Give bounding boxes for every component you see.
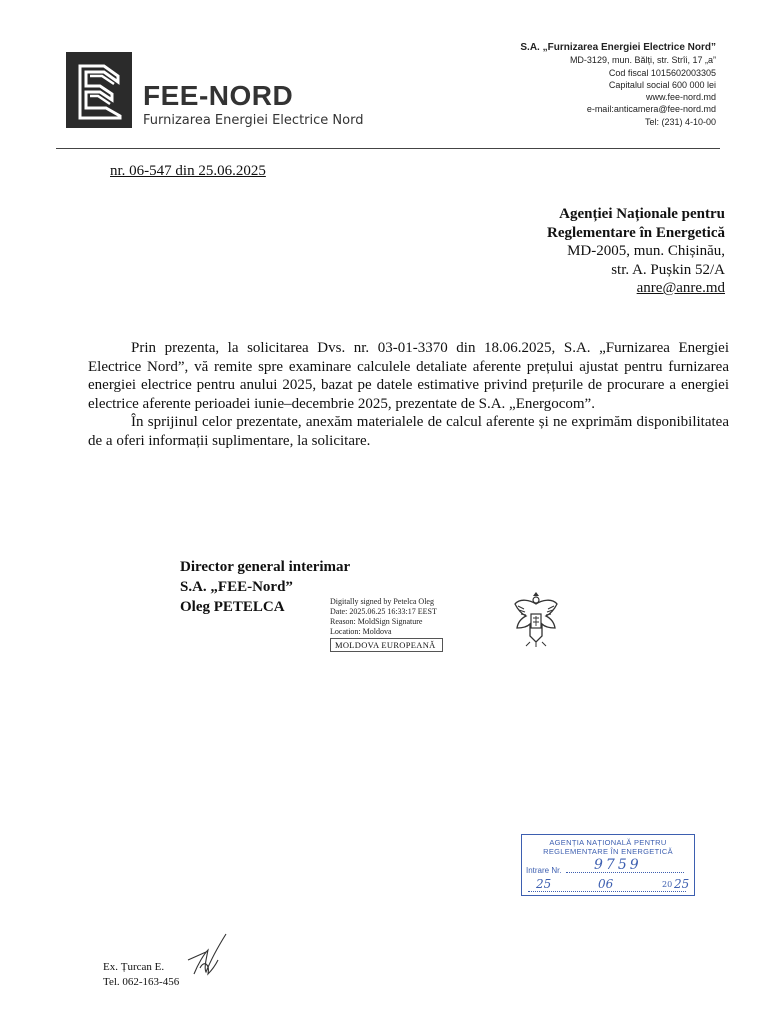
stamp-date-line bbox=[528, 891, 686, 892]
body-paragraph-1: Prin prezenta, la solicitarea Dvs. nr. 03-01-3370 din 18.06.2025, S.A. „Furnizarea Energiei Electrice Nord”, vă remite spre examinare calculele detaliate aferente prețului ajustat pentru furnizarea energiei electrice pentru anului 2025, bazat pe datele estimative privind prețurile de procurare a energiei electrice aferente perioadei iunie–decembrie 2025, prezentate de S.A. „Energocom”. bbox=[88, 340, 729, 412]
signatory-company: S.A. „FEE-Nord” bbox=[180, 579, 293, 595]
signatory-title: Director general interimar bbox=[180, 559, 351, 575]
phone-number: Tel: (231) 4-10-00 bbox=[644, 116, 716, 127]
letterhead-contact bbox=[520, 42, 716, 128]
signatory-block bbox=[180, 557, 350, 617]
letter-body bbox=[88, 339, 729, 450]
executor-phone: Tel. 062-163-456 bbox=[103, 976, 180, 988]
recipient-address-1: MD-2005, mun. Chișinău, bbox=[567, 243, 725, 259]
stamp-month: 06 bbox=[598, 877, 614, 891]
recipient-block bbox=[547, 205, 725, 298]
email-link[interactable]: e-mail:anticamera@fee-nord.md bbox=[586, 104, 716, 115]
dsig-reason: Reason: MoldSign Signature bbox=[330, 617, 423, 626]
stamp-year-suffix: 25 bbox=[674, 877, 690, 891]
body-paragraph-2: În sprijinul celor prezentate, anexăm materialele de calcul aferente și ne exprimăm disponibilitatea de a oferi informații suplimentare, la solicitare. bbox=[88, 414, 729, 449]
logo-name: FEE-NORD bbox=[143, 80, 294, 111]
signatory-name: Oleg PETELCA bbox=[180, 599, 285, 615]
stamp-line-2: REGLEMENTARE ÎN ENERGETICĂ bbox=[543, 847, 673, 856]
company-logo-mark bbox=[66, 52, 132, 128]
registry-stamp bbox=[521, 834, 695, 896]
dsig-signed-by: Digitally signed by Petelca Oleg bbox=[330, 597, 434, 606]
stamp-year-prefix: 20 bbox=[662, 880, 673, 889]
executor-name: Ex. Țurcan E. bbox=[103, 961, 165, 973]
recipient-address-2: str. A. Pușkin 52/A bbox=[611, 261, 725, 278]
stamp-day: 25 bbox=[536, 877, 552, 891]
stamp-entry-number: 9759 bbox=[594, 857, 642, 873]
recipient-line-2: Reglementare în Energetică bbox=[546, 224, 725, 241]
document-reference: nr. 06-547 din 25.06.2025 bbox=[110, 163, 266, 179]
coat-of-arms-icon bbox=[512, 588, 560, 650]
recipient-line-1: Agenției Naționale pentru bbox=[559, 206, 725, 222]
stamp-entry-label: Intrare Nr. bbox=[526, 866, 562, 875]
digital-signature-info bbox=[330, 597, 437, 637]
stamp-line-1: AGENȚIA NAȚIONALĂ PENTRU bbox=[549, 838, 667, 847]
executor-block bbox=[103, 960, 179, 990]
company-address: MD-3129, mun. Bălți, str. Strîi, 17 „a” bbox=[569, 55, 716, 66]
fiscal-code: Cod fiscal 1015602003305 bbox=[608, 67, 716, 78]
header-divider bbox=[56, 148, 720, 149]
share-capital: Capitalul social 600 000 lei bbox=[608, 79, 716, 90]
lightning-logo-icon bbox=[66, 52, 132, 128]
dsig-date: Date: 2025.06.25 16:33:17 EEST bbox=[330, 607, 437, 616]
dsig-badge: MOLDOVA EUROPEANĂ bbox=[330, 638, 443, 652]
handwritten-signature-icon bbox=[186, 930, 232, 982]
stamp-header bbox=[522, 838, 694, 856]
logo-tagline: Furnizarea Energiei Electrice Nord bbox=[143, 113, 364, 128]
website-link[interactable]: www.fee-nord.md bbox=[645, 92, 716, 103]
recipient-email-link[interactable]: anre@anre.md bbox=[636, 280, 725, 296]
company-name: S.A. „Furnizarea Energiei Electrice Nord” bbox=[520, 42, 716, 53]
dsig-location: Location: Moldova bbox=[330, 627, 392, 636]
